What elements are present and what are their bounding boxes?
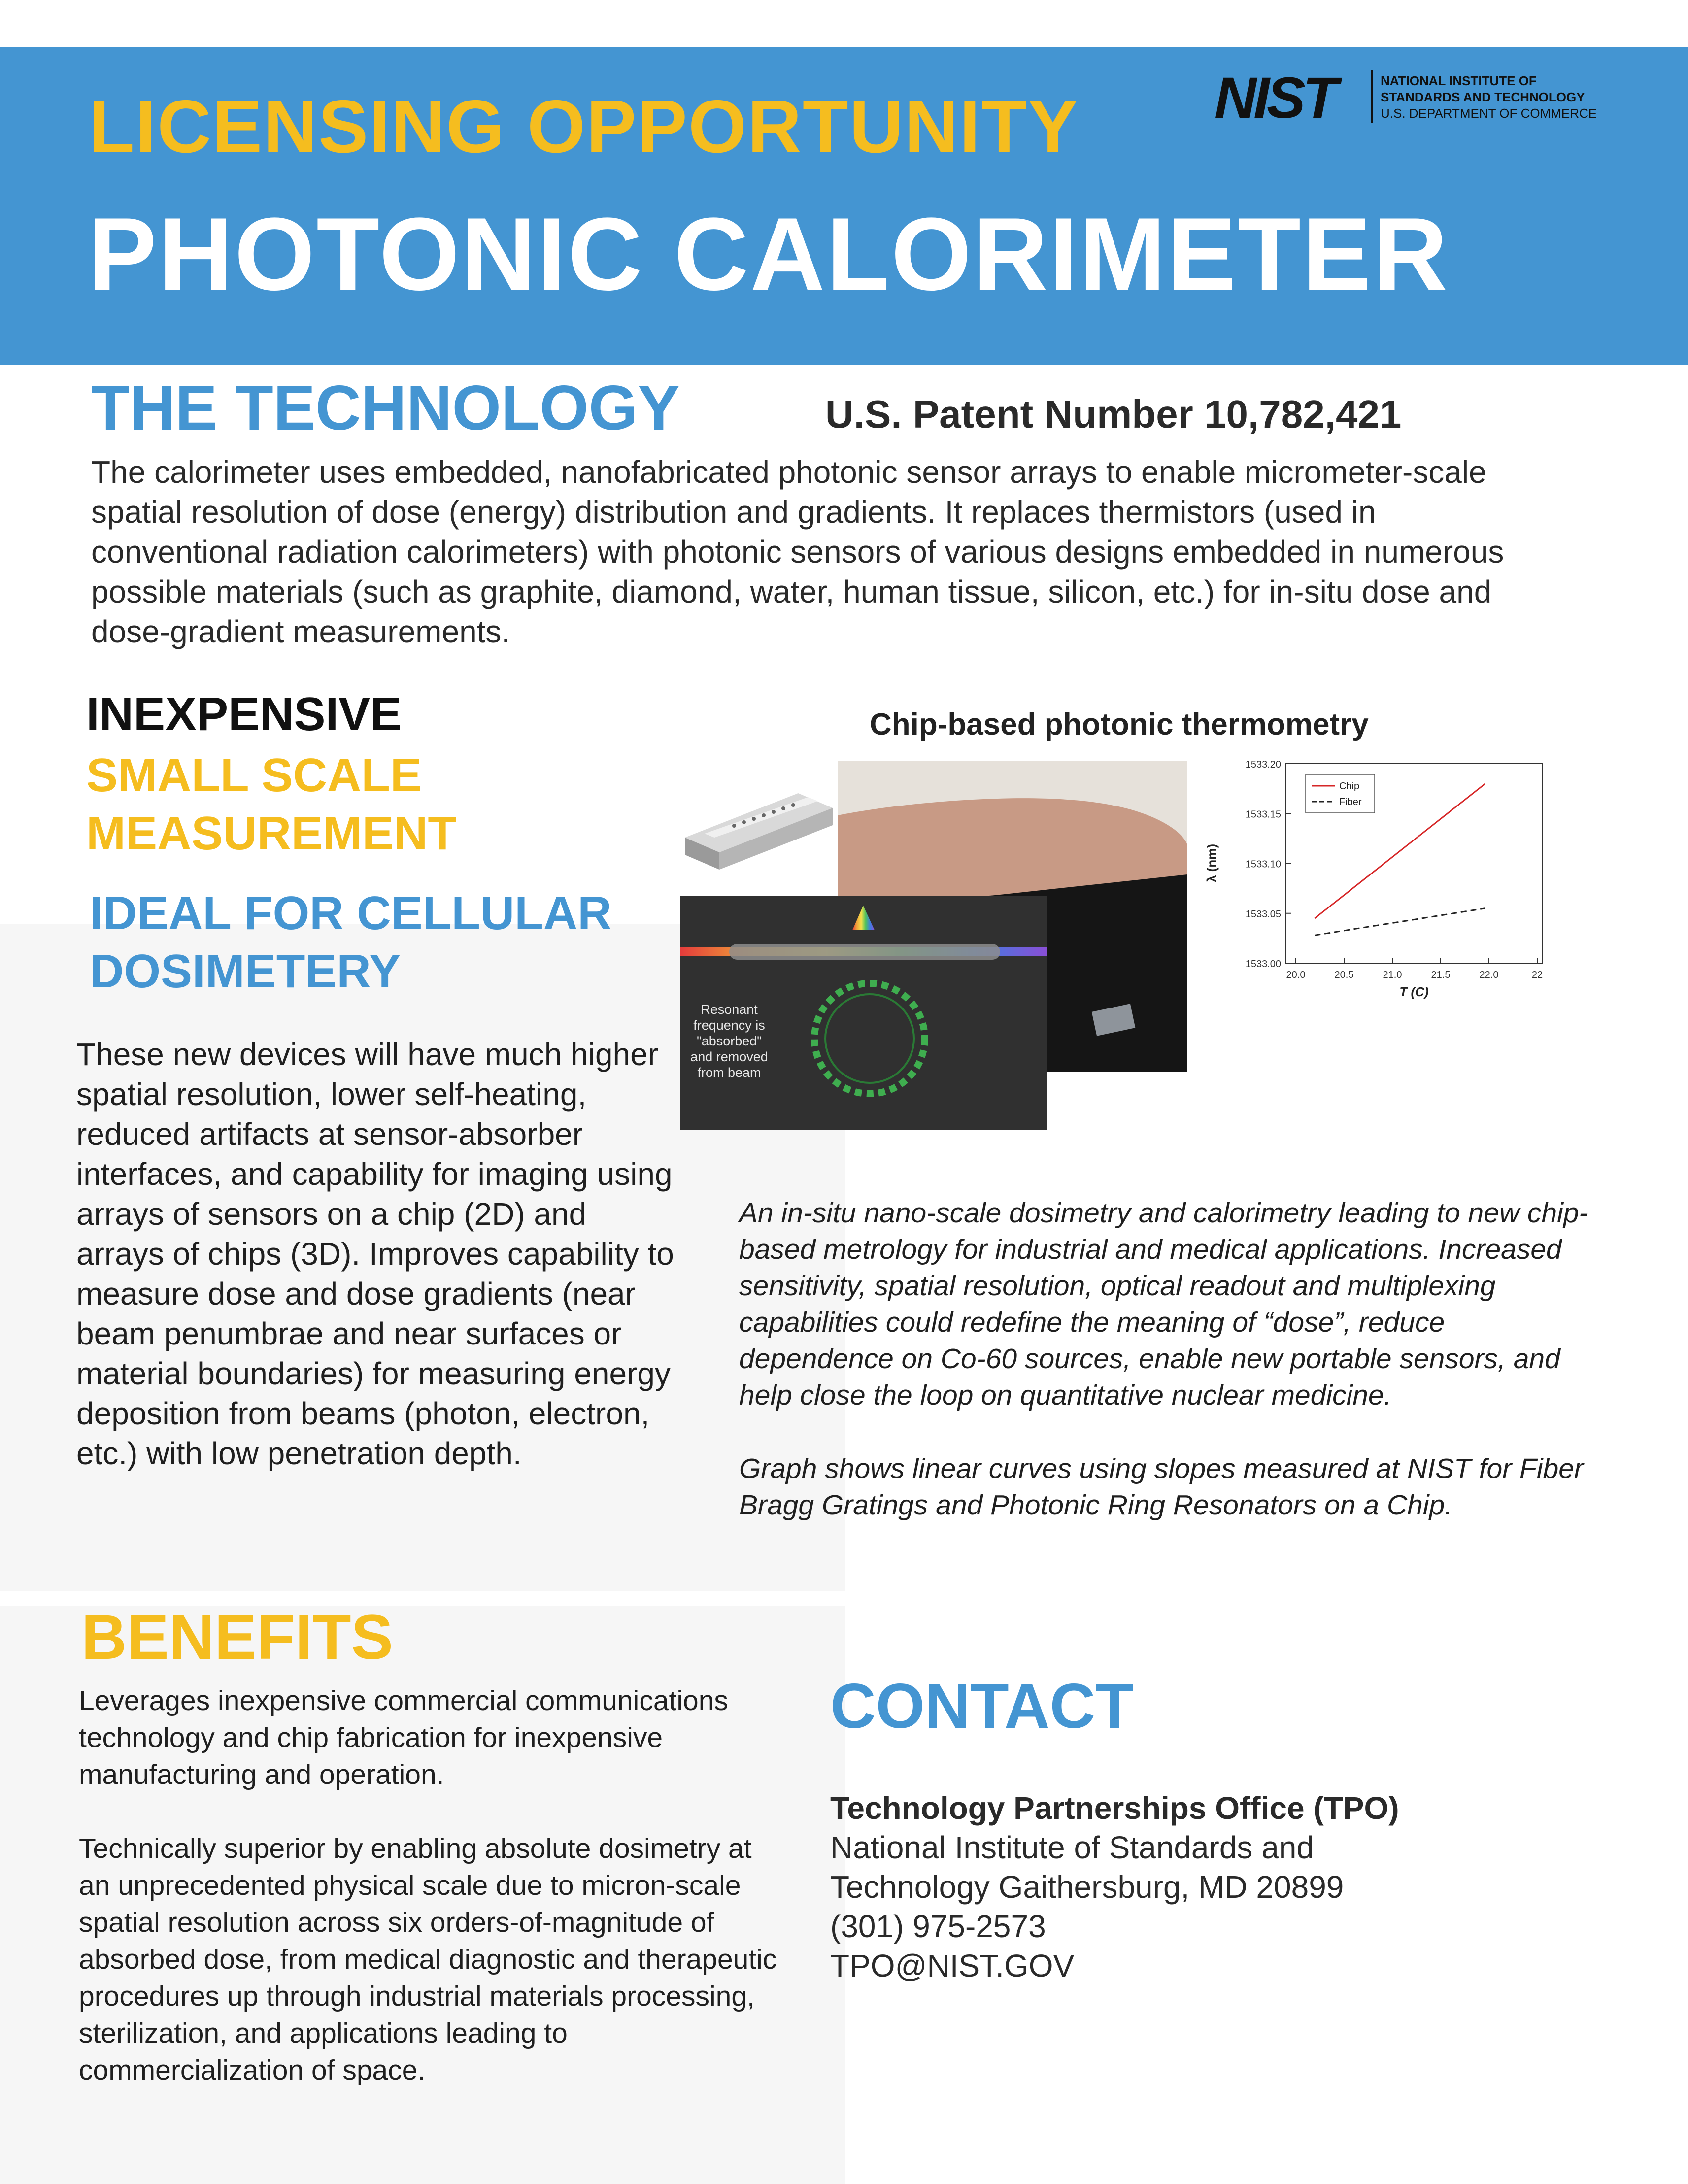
ring-label-4: and removed	[690, 1049, 768, 1064]
ring-label-5: from beam	[697, 1065, 761, 1080]
nist-logo-divider	[1371, 70, 1373, 123]
wavelength-temperature-chart	[1202, 754, 1557, 1000]
x-tick-label: 21.5	[1431, 970, 1451, 980]
x-tick-label: 20.5	[1334, 970, 1354, 980]
y-tick-label: 1533.20	[1245, 759, 1281, 770]
nist-logo	[1215, 64, 1623, 131]
caption-paragraph-1: An in-situ nano-scale dosimetry and calorimetry leading to new chip-based metrology for industrial and medical applications. Increased sensitivity, spatial resolution, optical readout and multiplexing capabilities could redefine the meaning of “dose”, reduce dependence on Co-60 sources, enable new portable sensors, and help close the loop on quantitative nuclear medicine.	[739, 1197, 1588, 1411]
y-tick-label: 1533.00	[1245, 959, 1281, 970]
y-tick-label: 1533.15	[1245, 809, 1281, 820]
technology-description: The calorimeter uses embedded, nanofabricated photonic sensor arrays to enable micrometer-scale spatial resolution of dose (energy) distribution and gradients. It replaces thermistors (used in conventional radiation calorimeters) with photonic sensors of various designs embedded in numerous possible materials (such as graphite, diamond, water, human tissue, silicon, etc.) for in-situ dose and dose-gradient measurements.	[91, 454, 1504, 649]
nist-logo-line2: STANDARDS AND TECHNOLOGY	[1381, 90, 1585, 104]
nist-logo-text	[1381, 73, 1597, 122]
legend-label-chip: Chip	[1339, 781, 1360, 792]
caption-paragraph-2: Graph shows linear curves using slopes measured at NIST for Fiber Bragg Gratings and Photonic Ring Resonators on a Chip.	[739, 1453, 1584, 1521]
contact-address-line2: Technology Gaithersburg, MD 20899	[830, 1869, 1344, 1905]
feature-small-scale: SMALL SCALE MEASUREMENT	[86, 749, 457, 860]
y-axis-label: λ (nm)	[1204, 844, 1219, 882]
patent-number: U.S. Patent Number 10,782,421	[825, 392, 1402, 436]
benefits-paragraph-1: Leverages inexpensive commercial communications technology and chip fabrication for inexpensive manufacturing and operation.	[79, 1685, 728, 1790]
benefits-paragraph-2: Technically superior by enabling absolute dosimetry at an unprecedented physical scale due to micron-scale spatial resolution across six orders-of-magnitude of absorbed dose, from medical diagnostic and therapeutic procedures up through industrial materials processing, sterilization, and applications leading to commercialization of space.	[79, 1833, 777, 2086]
technology-heading: THE TECHNOLOGY	[91, 373, 680, 443]
ring-label-1: Resonant	[701, 1002, 758, 1017]
ring-label-2: frequency is	[693, 1018, 765, 1033]
ring-label-3: "absorbed"	[697, 1034, 762, 1048]
x-tick-label: 20.0	[1286, 970, 1306, 980]
x-tick-label: 22.0	[1479, 970, 1499, 980]
x-tick-label: 22	[1531, 970, 1543, 980]
contact-office: Technology Partnerships Office (TPO)	[830, 1790, 1399, 1826]
contact-email: TPO@NIST.GOV	[830, 1948, 1075, 1983]
x-tick-label: 21.0	[1383, 970, 1402, 980]
feature-cellular-dosimetery: IDEAL FOR CELLULAR DOSIMETERY	[90, 887, 612, 998]
feature-inexpensive: INEXPENSIVE	[86, 688, 402, 740]
figure-title: Chip-based photonic thermometry	[870, 707, 1369, 741]
contact-phone: (301) 975-2573	[830, 1909, 1046, 1944]
y-tick-label: 1533.10	[1245, 859, 1281, 870]
photonic-chip-illustration	[675, 778, 838, 872]
contact-address-line1: National Institute of Standards and	[830, 1830, 1314, 1865]
page-title: PHOTONIC CALORIMETER	[88, 196, 1449, 312]
benefits-text	[79, 1682, 778, 2089]
nist-logo-mark: NIST	[1215, 66, 1335, 131]
device-description: These new devices will have much higher spatial resolution, lower self-heating, reduced artifacts at sensor-absorber interfaces, and capability for imaging using arrays of sensors on a chip (2D) and arrays of chips (3D). Improves capability to measure dose and dose gradients (near beam penumbrae and near surfaces or material boundaries) for measuring energy deposition from beams (photon, electron, etc.) with low penetration depth.	[76, 1037, 674, 1471]
legend-label-fiber: Fiber	[1339, 797, 1362, 807]
nist-logo-line3: U.S. DEPARTMENT OF COMMERCE	[1381, 106, 1597, 121]
licensing-kicker: LICENSING OPPORTUNITY	[89, 85, 1079, 168]
x-axis-label: T (C)	[1399, 984, 1429, 999]
nist-logo-line1: NATIONAL INSTITUTE OF	[1381, 73, 1537, 88]
y-tick-label: 1533.05	[1245, 908, 1281, 920]
contact-details	[830, 1788, 1569, 1985]
figure-caption	[739, 1195, 1596, 1523]
benefits-heading: BENEFITS	[81, 1602, 393, 1673]
ring-resonator-diagram	[680, 896, 1047, 1130]
contact-heading: CONTACT	[830, 1671, 1134, 1742]
